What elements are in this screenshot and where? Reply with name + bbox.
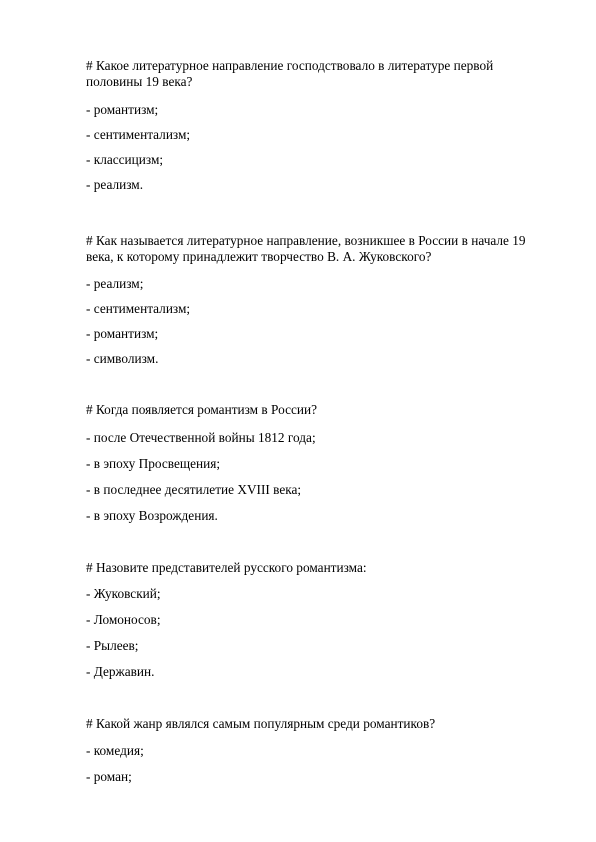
- question-3-option-2: - в эпоху Просвещения;: [86, 456, 221, 471]
- question-4-option-1: - Жуковский;: [86, 586, 161, 601]
- question-5-option-2: - роман;: [86, 769, 132, 784]
- question-4-text: # Назовите представителей русского романтизма:: [86, 560, 367, 575]
- question-4-option-4: - Державин.: [86, 664, 155, 679]
- question-1-option-2: - сентиментализм;: [86, 127, 191, 142]
- question-4-option-2: - Ломоносов;: [86, 612, 161, 627]
- question-3-option-1: - после Отечественной войны 1812 года;: [86, 430, 316, 445]
- question-3-option-3: - в последнее десятилетие XVIII века;: [86, 482, 302, 497]
- question-2-option-1: - реализм;: [86, 276, 144, 291]
- question-5-option-1: - комедия;: [86, 743, 144, 758]
- question-2-text: # Как называется литературное направление, возникшее в России в начале 19 века, к которому принадлежит творчество В. А. Жуковского?: [86, 233, 526, 264]
- question-1-option-3: - классицизм;: [86, 152, 164, 167]
- question-2-option-3: - романтизм;: [86, 326, 159, 341]
- question-3-text: # Когда появляется романтизм в России?: [86, 402, 318, 417]
- question-1-text: # Какое литературное направление господствовало в литературе первой половины 19 века?: [86, 58, 494, 89]
- question-3-option-4: - в эпоху Возрождения.: [86, 508, 218, 523]
- question-1-option-1: - романтизм;: [86, 102, 159, 117]
- question-2-option-2: - сентиментализм;: [86, 301, 191, 316]
- question-4-option-3: - Рылеев;: [86, 638, 139, 653]
- question-1-option-4: - реализм.: [86, 177, 144, 192]
- question-5-text: # Какой жанр являлся самым популярным среди романтиков?: [86, 716, 436, 731]
- question-2-option-4: - символизм.: [86, 351, 159, 366]
